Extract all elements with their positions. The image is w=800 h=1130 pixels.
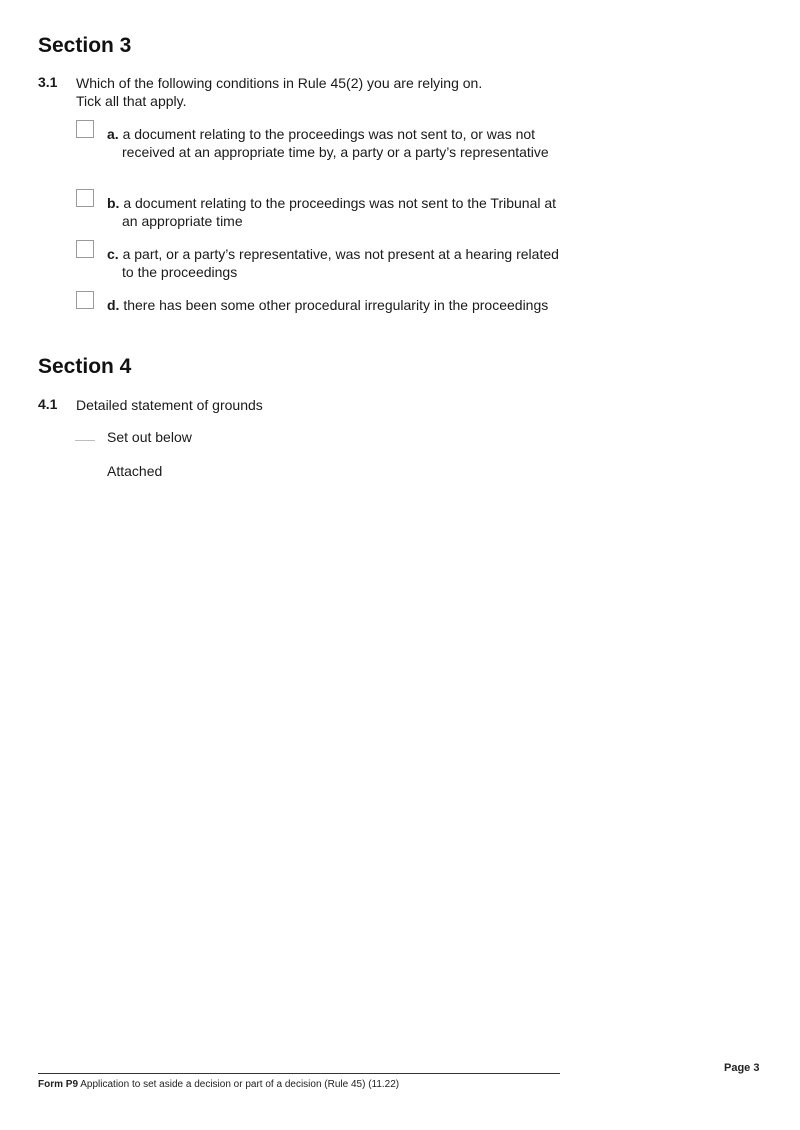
option-a	[107, 125, 562, 161]
question-3-1-text	[76, 74, 556, 110]
choice-set-out-below-radio[interactable]	[75, 440, 95, 441]
option-d	[107, 296, 562, 314]
checkbox-option-c[interactable]	[76, 240, 94, 258]
section-3-title: Section 3	[38, 34, 132, 57]
option-a-letter: a.	[107, 126, 119, 142]
page-number: Page 3	[724, 1062, 760, 1074]
option-d-letter: d.	[107, 297, 120, 313]
footer-form-reference	[38, 1079, 399, 1090]
question-3-1-line-1: Which of the following conditions in Rule 45(2) you are relying on.	[76, 75, 483, 91]
option-c	[107, 245, 562, 281]
footer-form-id: Form P9	[38, 1079, 79, 1090]
checkbox-option-d[interactable]	[76, 291, 94, 309]
section-4-title: Section 4	[38, 355, 132, 378]
question-4-1-text: Detailed statement of grounds	[76, 397, 263, 413]
option-a-text: a document relating to the proceedings was not sent to, or was not received at an appropriate time by, a party or a party’s representative	[122, 126, 549, 160]
checkbox-option-a[interactable]	[76, 120, 94, 138]
option-c-text: a part, or a party’s representative, was not present at a hearing related to the proceedings	[122, 246, 559, 280]
question-3-1-number: 3.1	[38, 74, 58, 90]
question-3-1-line-2: Tick all that apply.	[76, 93, 187, 109]
checkbox-option-b[interactable]	[76, 189, 94, 207]
footer-divider	[38, 1073, 560, 1074]
footer-form-description: Application to set aside a decision or part of a decision (Rule 45) (11.22)	[80, 1079, 400, 1090]
choice-set-out-below-label: Set out below	[107, 429, 192, 445]
question-4-1-number: 4.1	[38, 396, 58, 412]
option-b-letter: b.	[107, 195, 120, 211]
choice-attached-label[interactable]: Attached	[107, 463, 163, 479]
option-b	[107, 194, 562, 230]
option-d-text: there has been some other procedural irregularity in the proceedings	[123, 297, 549, 313]
option-c-letter: c.	[107, 246, 119, 262]
option-b-text: a document relating to the proceedings was not sent to the Tribunal at an appropriate time	[122, 195, 557, 229]
